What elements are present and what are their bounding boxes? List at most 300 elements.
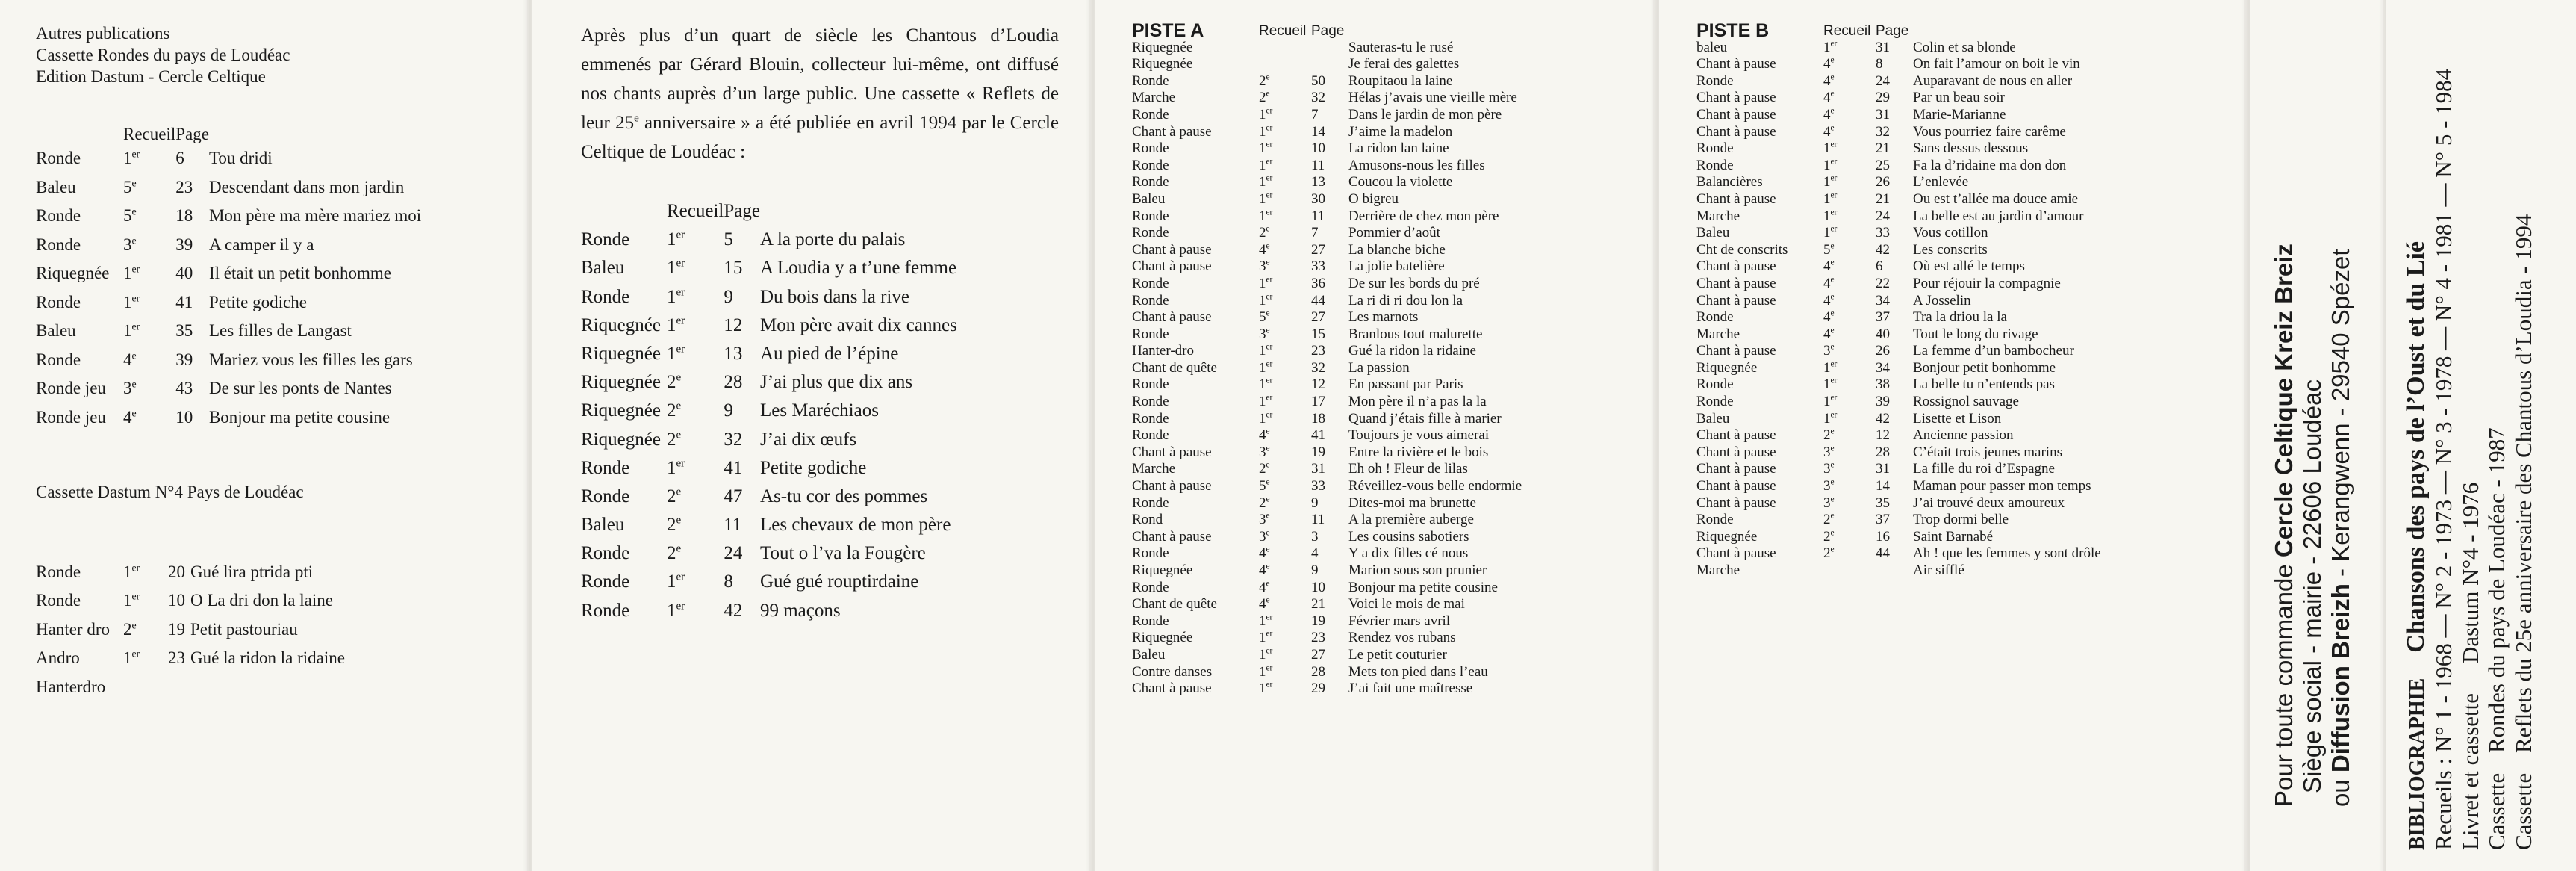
table-row (1132, 73, 1522, 90)
recueil-number: 2e (1259, 90, 1270, 106)
song-title: La belle tu n’entends pas (1913, 376, 2055, 393)
page-number: 25 (1876, 157, 1890, 173)
dance-type: Chant à pause (1696, 478, 1776, 495)
recueil-number: 3e (1823, 342, 1835, 359)
dance-type: Ronde jeu (36, 407, 106, 427)
table-row (581, 430, 957, 458)
dance-type: Chant à pause (1132, 528, 1212, 545)
recueil-number: 4e (1823, 292, 1835, 309)
page-number: 14 (1876, 478, 1890, 495)
table-row (1696, 394, 2101, 411)
biblio-recueils: Recueils : N° 1 - 1968 — N° 2 - 1973 — N° 3 - 1978 — N° 4 - 1981 — N° 5 - 1984 (2430, 68, 2457, 850)
table-row (1132, 258, 1522, 276)
page-number: 14 (1311, 123, 1325, 140)
dance-type: Baleu (581, 258, 625, 279)
recueil-number: 1er (1259, 106, 1273, 123)
recueil-number: 1er (1259, 646, 1273, 663)
song-title: Marion sous son prunier (1348, 562, 1487, 578)
recueil-number: 4e (1259, 427, 1270, 444)
dance-type: Ronde (1132, 292, 1169, 309)
page-number: 4 (1311, 545, 1319, 562)
recueil-number: 1er (1259, 663, 1273, 680)
page-number: 23 (1311, 343, 1325, 359)
song-title: C’était trois jeunes marins (1913, 444, 2062, 460)
page-number: 33 (1876, 225, 1890, 241)
table-row (1132, 242, 1522, 259)
recueil-number: 1er (1259, 157, 1273, 173)
recueil-number: 2e (1823, 427, 1835, 444)
page-number: 5 (724, 229, 733, 250)
table-row (581, 543, 957, 571)
recueil-number: 3e (1823, 495, 1835, 511)
song-title: Petite godiche (208, 292, 307, 311)
dance-type: Chant de quête (1132, 359, 1217, 376)
page-number: 33 (1311, 478, 1325, 495)
page-number: 38 (1876, 376, 1890, 393)
song-title: Trop dormi belle (1913, 512, 2009, 528)
page-number: 8 (724, 571, 733, 592)
table-header (581, 201, 957, 229)
table-row (1132, 512, 1522, 529)
song-title: Tout le long du rivage (1913, 326, 2038, 342)
song-title: Par un beau soir (1913, 90, 2005, 106)
col-recueil: Recueil (667, 201, 724, 221)
song-title: 99 maçons (759, 600, 841, 621)
table-row (36, 235, 421, 264)
table-row (1132, 613, 1522, 630)
dance-type: Baleu (36, 321, 76, 340)
song-title: Fa la d’ridaine ma don don (1913, 157, 2067, 173)
dance-type: Ronde (581, 229, 630, 250)
song-title: Branlous tout malurette (1348, 326, 1483, 342)
page-number: 39 (175, 235, 193, 254)
table-row (581, 258, 957, 286)
dance-type: Ronde (1132, 376, 1169, 393)
recueil-number: 5e (1259, 309, 1270, 326)
dance-type: Marche (1696, 326, 1740, 342)
table-row (1696, 444, 2101, 462)
rondes-cassette-table (36, 125, 421, 436)
dance-type: Contre danses (1132, 663, 1213, 680)
dance-type: Chant à pause (1696, 106, 1776, 123)
table-row (1132, 427, 1522, 444)
page-number (1311, 40, 1348, 57)
recueil-number: 1er (667, 600, 685, 621)
table-row (1696, 309, 2101, 326)
recueil-number: 1er (667, 258, 685, 279)
song-title: Maman pour passer mon temps (1913, 478, 2091, 495)
dance-type: Riquegnée (1132, 562, 1193, 578)
song-title: L’enlevée (1913, 174, 1969, 190)
recueil-number: 1er (1823, 393, 1838, 410)
song-title: Mon père ma mère mariez moi (208, 206, 422, 225)
table-row (36, 264, 421, 293)
recueil-number: 4e (1823, 258, 1835, 275)
recueil-number: 5e (1823, 241, 1835, 258)
page-number: 3 (1311, 528, 1319, 545)
table-row (1132, 411, 1522, 428)
recueil-number: 1er (1259, 208, 1273, 224)
recueil-number: 4e (1259, 562, 1270, 578)
dance-type: Baleu (1696, 225, 1730, 241)
song-title: Mets ton pied dans l’eau (1348, 663, 1488, 680)
table-row (1696, 495, 2101, 512)
page-number: 29 (1876, 90, 1890, 106)
dance-type: Chant à pause (1696, 123, 1776, 140)
recueil-number: 4e (1823, 309, 1835, 326)
dance-type: Balancières (1696, 174, 1763, 190)
song-title: Vous pourriez faire carême (1913, 123, 2066, 140)
page-number: 40 (1876, 326, 1890, 342)
bibliography (2386, 0, 2537, 871)
dance-type: Baleu (36, 177, 76, 196)
cassette-dastum-title: Cassette Dastum N°4 Pays de Loudéac (36, 483, 304, 501)
page-number: 27 (1311, 309, 1325, 326)
song-title: Toujours je vous aimerai (1348, 427, 1490, 444)
piste-a-title: PISTE A (1132, 20, 1204, 41)
dance-type: Ronde (581, 486, 630, 506)
recueil-number: 3e (1259, 444, 1270, 460)
song-title: A la première auberge (1348, 512, 1474, 528)
song-title: O bigreu (1348, 190, 1399, 207)
table-row (1696, 40, 2101, 57)
page-number: 32 (1311, 359, 1325, 376)
dance-type: Ronde (1132, 140, 1169, 157)
table-row (1696, 174, 2101, 191)
recueil-number: 1er (1823, 410, 1838, 427)
page-number: 35 (1876, 495, 1890, 511)
song-title: Je ferai des galettes (1348, 56, 1460, 72)
song-title: Ah ! que les femmes y sont drôle (1913, 545, 2101, 562)
intro-paragraph: Après plus d’un quart de siècle les Chantous d’Loudia emmenés par Gérard Blouin, collecteur lui-même, ont diffusé nos chants auprès d’un large public. Une cassette « Reflets de leur 25e anniversaire » a été publiée en avril 1994 par le Cercle Celtique de Loudéac : (581, 25, 1059, 162)
reflets-table (581, 201, 957, 629)
table-row (36, 620, 345, 649)
table-header (36, 125, 421, 149)
recueil-number: 1er (1259, 680, 1273, 697)
table-row (1696, 258, 2101, 276)
recueil-number: 1er (1823, 174, 1838, 190)
page-number: 34 (1876, 292, 1890, 309)
dance-type: Ronde (36, 350, 81, 369)
song-title: Rossignol sauvage (1913, 394, 2019, 410)
table-row (1132, 225, 1522, 242)
page-number: 37 (1876, 512, 1890, 528)
recueil-number: 1er (123, 590, 140, 610)
table-row (1132, 191, 1522, 208)
dance-type: Chant à pause (1696, 56, 1776, 72)
dance-type: Ronde (36, 206, 81, 225)
page-number (1311, 56, 1348, 73)
table-row (36, 678, 345, 707)
recueil-number: 4e (123, 349, 137, 369)
table-row (581, 229, 957, 258)
biblio-title: Chansons des pays de l’Oust et du Lié (2402, 241, 2430, 653)
song-title: De sur les ponts de Nantes (208, 379, 392, 397)
song-title: La ri di ri dou lon la (1348, 292, 1463, 309)
recueil-number: 4e (1823, 55, 1835, 72)
page-number: 30 (1311, 190, 1325, 207)
page-number: 19 (1311, 444, 1325, 460)
page-number: 21 (1876, 190, 1890, 207)
recueil-number: 3e (1259, 528, 1270, 545)
table-row (1696, 73, 2101, 90)
recueil-number: 2e (667, 371, 682, 393)
dance-type: Cht de conscrits (1696, 241, 1788, 258)
page-number: 29 (1311, 681, 1325, 697)
publications-header (36, 22, 527, 87)
dance-type: Hanterdro (36, 677, 106, 696)
table-row (1696, 343, 2101, 360)
recueil-number (123, 678, 168, 707)
dance-type: Hanter-dro (1132, 343, 1194, 359)
table-row (1696, 140, 2101, 158)
col-recueil: Recueil (123, 125, 176, 143)
piste-b-title: PISTE B (1696, 20, 1770, 41)
table-row (1132, 343, 1522, 360)
song-title: Amusons-nous les filles (1348, 157, 1485, 173)
piste-a-table (1132, 22, 1522, 698)
song-title: Coucou la violette (1348, 174, 1453, 190)
song-title: Sans dessus dessous (1913, 140, 2029, 157)
dance-type: Ronde (36, 591, 81, 610)
dance-type: Chant à pause (1696, 275, 1776, 291)
dance-type: Ronde (581, 543, 630, 564)
dance-type: Ronde (1132, 174, 1169, 190)
table-header (1696, 22, 2101, 40)
recueil-number: 5e (123, 176, 137, 196)
page-number: 24 (1876, 72, 1890, 89)
dance-type: Ronde (1132, 225, 1169, 241)
page-number: 27 (1311, 241, 1325, 258)
song-title: Gué la ridon la ridaine (1348, 343, 1476, 359)
biblio-line-4: CassetteRondes du pays de Loudéac - 1987 (2483, 427, 2510, 850)
col-recueil: Recueil (1823, 22, 1871, 39)
page-number: 13 (1311, 174, 1325, 190)
dance-type: Baleu (1132, 646, 1166, 663)
recueil-number: 4e (123, 406, 137, 427)
biblio-line-5: CassetteReflets du 25e anniversaire des Chantous d’Loudia - 1994 (2510, 214, 2537, 850)
recueil-number: 2e (1259, 461, 1270, 477)
biblio-title-line (2401, 0, 2430, 850)
dance-type: Baleu (1132, 190, 1166, 207)
panel-other-publications (0, 0, 527, 871)
table-row (1696, 360, 2101, 377)
recueil-number: 4e (1259, 595, 1270, 613)
dance-type: Riquegnée (581, 343, 661, 364)
table-row (1132, 580, 1522, 597)
recueil-number: 1er (123, 291, 140, 311)
page-number: 33 (1311, 258, 1325, 275)
recueil-number: 1er (1259, 359, 1273, 376)
dance-type: Riquegnée (36, 264, 110, 282)
dance-type: Ronde (581, 457, 630, 478)
page-number: 19 (168, 619, 185, 639)
page-number: 32 (1876, 123, 1890, 140)
table-row (36, 379, 421, 408)
table-row (36, 206, 421, 235)
song-title: J’ai plus que dix ans (759, 372, 913, 393)
song-title: Tout o l’va la Fougère (759, 543, 926, 564)
page-number: 20 (168, 562, 185, 581)
dance-type: Chant à pause (1696, 258, 1776, 275)
song-title: Ancienne passion (1913, 427, 2014, 444)
page-number: 35 (175, 321, 193, 340)
col-page: Page (1876, 22, 1909, 39)
dance-type: Riquegnée (581, 314, 661, 335)
table-row (1696, 427, 2101, 444)
dance-type: Ronde (1132, 208, 1169, 224)
table-row (36, 178, 421, 207)
recueil-number: 2e (667, 486, 682, 506)
page-number: 18 (175, 206, 193, 225)
dance-type: Ronde (1696, 309, 1734, 326)
recueil-number: 5e (1259, 477, 1270, 495)
dance-type: Ronde (1132, 275, 1169, 291)
page-number: 47 (724, 486, 743, 506)
dance-type: Chant à pause (1696, 461, 1776, 477)
table-row (1132, 107, 1522, 124)
page-number: 40 (175, 264, 193, 282)
recueil-number: 1er (1823, 376, 1838, 393)
recueil-number: 5e (123, 205, 137, 225)
song-title: Les marnots (1348, 309, 1419, 326)
recueil-number: 1er (1259, 174, 1273, 190)
recueil-number: 1er (1259, 190, 1273, 207)
page-number: 41 (724, 457, 743, 478)
page-number: 9 (1311, 495, 1319, 511)
dance-type: Ronde (1696, 72, 1734, 89)
table-row (1696, 158, 2101, 175)
table-row (1132, 630, 1522, 647)
table-row (1696, 107, 2101, 124)
page-number: 27 (1311, 646, 1325, 663)
song-title: Voici le mois de mai (1348, 596, 1465, 613)
table-row (1132, 293, 1522, 310)
table-row (36, 149, 421, 178)
song-title: On fait l’amour on boit le vin (1913, 56, 2080, 72)
col-recueil: Recueil (1259, 22, 1307, 39)
recueil-number (1259, 56, 1311, 73)
page-number: 8 (1876, 56, 1883, 72)
recueil-number: 1er (1259, 613, 1273, 629)
table-row (1696, 293, 2101, 310)
recueil-number: 1er (667, 571, 685, 592)
song-title: Quand j’étais fille à marier (1348, 410, 1502, 427)
song-title: Il était un petit bonhomme (208, 264, 391, 282)
table-row (1132, 124, 1522, 141)
page-number: 44 (1876, 545, 1890, 562)
page-number: 28 (1876, 444, 1890, 460)
table-row (1696, 90, 2101, 107)
song-title: Réveillez-vous belle endormie (1348, 478, 1522, 495)
table-row (1132, 56, 1522, 73)
dance-type: Riquegnée (1132, 39, 1193, 55)
song-title: Air sifflé (1913, 562, 1964, 578)
recueil-number: 1er (123, 561, 140, 581)
page-number: 24 (724, 543, 743, 564)
recueil-number: 2e (1823, 528, 1835, 545)
dance-type: Ronde (581, 571, 630, 592)
dance-type: Chant à pause (1696, 90, 1776, 106)
col-page: Page (175, 125, 209, 143)
song-title: Tou dridi (208, 149, 273, 167)
dastum-cassette-table (36, 533, 345, 706)
biblio-line-3: Livret et cassetteDastum N°4 - 1976 (2457, 482, 2483, 850)
song-title: Tra la driou la la (1913, 309, 2007, 326)
table-row (1696, 326, 2101, 344)
song-title: Gué lira ptrida pti (190, 562, 314, 581)
page-number: 42 (724, 600, 743, 621)
song-title: Auparavant de nous en aller (1913, 72, 2073, 89)
recueil-number: 4e (1823, 275, 1835, 291)
song-title: Mon père il n’a pas la la (1348, 394, 1487, 410)
dance-type: Ronde (36, 292, 81, 311)
dance-type: Ronde (1132, 545, 1169, 562)
table-row (36, 562, 345, 592)
page-number (1876, 562, 1913, 580)
page-number: 12 (724, 314, 743, 335)
page-number: 15 (724, 258, 743, 279)
song-title: J’ai trouvé deux amoureux (1913, 495, 2065, 511)
recueil-number: 3e (1259, 511, 1270, 528)
song-title: Petit pastouriau (190, 619, 298, 639)
dance-type: Riquegnée (581, 400, 661, 421)
page-number: 9 (724, 286, 733, 307)
recueil-number: 4e (1259, 545, 1270, 562)
dance-type: Chant à pause (1132, 258, 1212, 275)
recueil-number (1259, 40, 1311, 57)
page-number: 9 (1311, 562, 1319, 578)
header-line-2: Cassette Rondes du pays de Loudéac (36, 46, 290, 64)
order-info (2250, 0, 2355, 871)
page-number: 24 (1876, 208, 1890, 224)
page-number: 41 (1311, 427, 1325, 444)
dance-type: Riquegnée (581, 429, 661, 450)
page-number: 28 (1311, 663, 1325, 680)
song-title: Les chevaux de mon père (759, 515, 951, 536)
dance-type: Chant à pause (1696, 444, 1776, 460)
table-row (581, 515, 957, 543)
dance-type: Ronde (1696, 157, 1734, 173)
table-row (36, 591, 345, 620)
dance-type: Ronde (1132, 106, 1169, 123)
table-row (1696, 545, 2101, 562)
table-row (581, 344, 957, 372)
page-number: 43 (175, 379, 193, 397)
song-title: Descendant dans mon jardin (208, 177, 405, 196)
recueil-number: 3e (1823, 444, 1835, 460)
recueil-number: 2e (667, 400, 682, 421)
col-page: Page (1311, 22, 1345, 39)
song-title: As-tu cor des pommes (759, 486, 928, 506)
song-title: Les conscrits (1913, 241, 1988, 258)
table-row (36, 648, 345, 678)
recueil-number: 3e (1823, 477, 1835, 495)
table-row (1132, 208, 1522, 226)
header-line-3: Edition Dastum - Cercle Celtique (36, 67, 266, 86)
page-number: 11 (1311, 512, 1325, 528)
recueil-number: 1er (1823, 208, 1838, 224)
table-row (1132, 596, 1522, 613)
dance-type: Marche (1696, 208, 1740, 224)
dance-type: Chant à pause (1132, 444, 1212, 460)
song-title: Petite godiche (759, 457, 867, 478)
table-row (1696, 124, 2101, 141)
page-number: 6 (175, 149, 184, 167)
order-line-1: Pour toute commande Cercle Celtique Kreiz Breiz (2270, 244, 2297, 807)
table-row (1696, 562, 2101, 580)
page-number: 41 (175, 292, 193, 311)
